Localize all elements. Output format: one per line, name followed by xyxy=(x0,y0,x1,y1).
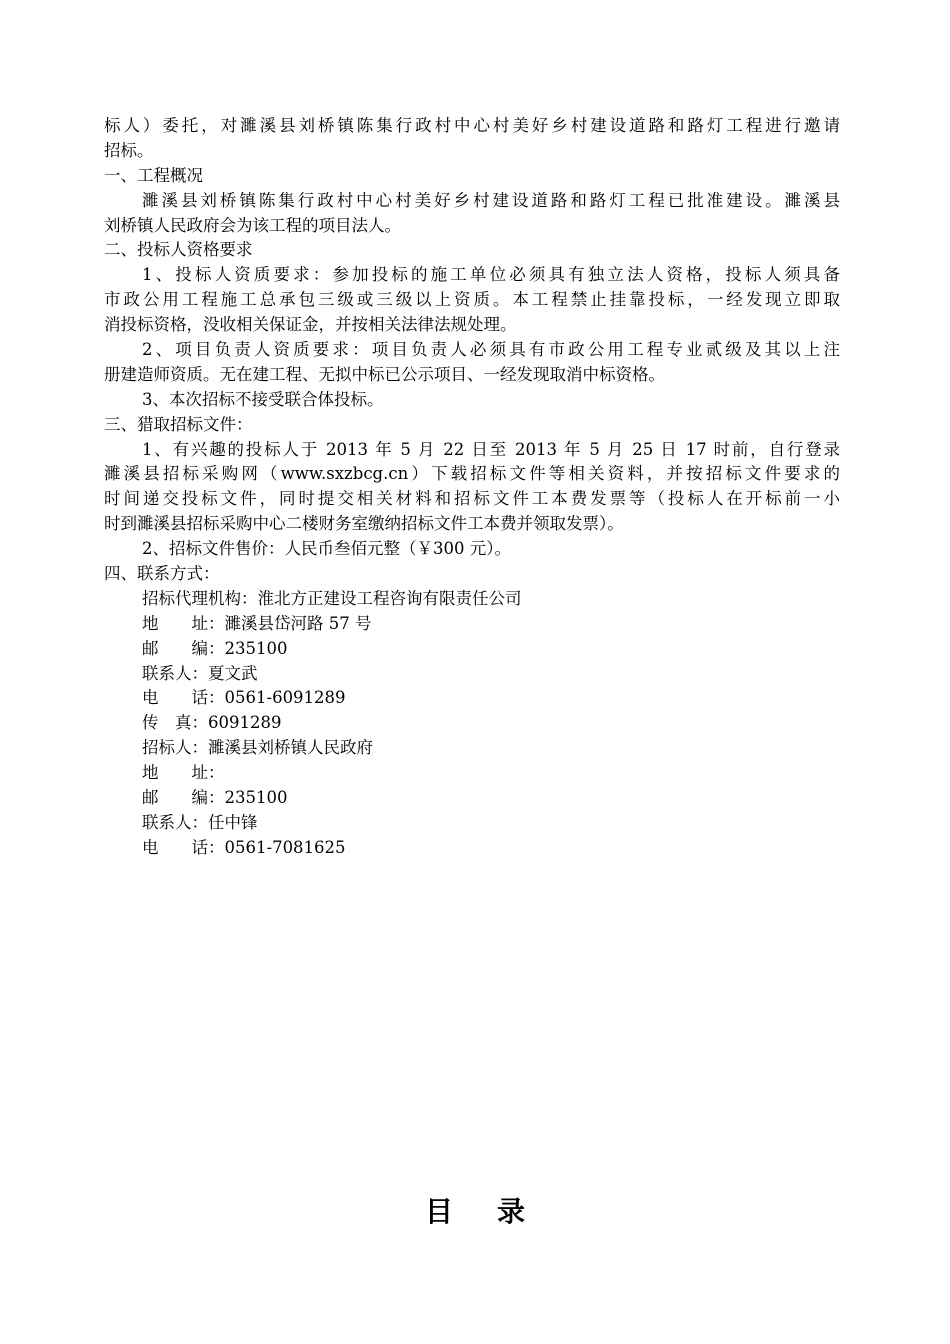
text-line: 二、投标人资格要求 xyxy=(104,240,253,260)
text-line: 濉溪县刘桥镇陈集行政村中心村美好乡村建设道路和路灯工程已批准建设。濉溪县 xyxy=(142,190,840,210)
text-line: 时间递交投标文件，同时提交相关材料和招标文件工本费发票等（投标人在开标前一小 xyxy=(104,489,840,509)
text-line: 地 址： xyxy=(142,763,225,783)
text-line: 招标代理机构：淮北方正建设工程咨询有限责任公司 xyxy=(142,588,522,608)
text-line: 2、招标文件售价：人民币叁佰元整（￥300 元）。 xyxy=(142,539,511,559)
text-line: 标人）委托，对濉溪县刘桥镇陈集行政村中心村美好乡村建设道路和路灯工程进行邀请 xyxy=(104,116,840,135)
table-of-contents-title: 目录 xyxy=(424,1195,569,1228)
text-line: 电 话：0561-7081625 xyxy=(142,837,346,857)
text-line: 招标。 xyxy=(104,140,154,160)
text-line: 四、联系方式： xyxy=(104,564,220,584)
text-line: 2、项目负责人资质要求：项目负责人必须具有市政公用工程专业贰级及其以上注 xyxy=(142,340,840,360)
text-line: 市政公用工程施工总承包三级或三级以上资质。本工程禁止挂靠投标，一经发现立即取 xyxy=(104,290,840,310)
text-line: 邮 编：235100 xyxy=(142,788,288,808)
text-line: 1、有兴趣的投标人于 2013 年 5 月 22 日至 2013 年 5 月 25 日 17 时前，自行登录 xyxy=(142,439,840,459)
text-line: 一、工程概况 xyxy=(104,165,203,185)
text-line: 1、投标人资质要求：参加投标的施工单位必须具有独立法人资格，投标人须具备 xyxy=(142,265,840,285)
text-line: 3、本次招标不接受联合体投标。 xyxy=(142,389,384,409)
document-body xyxy=(104,114,840,861)
text-line: 册建造师资质。无在建工程、无拟中标已公示项目、一经发现取消中标资格。 xyxy=(104,364,665,384)
text-line: 联系人：夏文武 xyxy=(142,663,258,683)
text-line: 传 真：6091289 xyxy=(142,713,282,733)
text-line: 招标人：濉溪县刘桥镇人民政府 xyxy=(142,738,373,758)
text-line: 三、猎取招标文件： xyxy=(104,414,253,434)
text-line: 时到濉溪县招标采购中心二楼财务室缴纳招标文件工本费并领取发票）。 xyxy=(104,514,624,534)
text-line: 濉溪县招标采购网（www.sxzbcg.cn）下载招标文件等相关资料，并按招标文件要求的 xyxy=(104,464,840,484)
text-line: 邮 编：235100 xyxy=(142,638,288,658)
text-line: 地 址：濉溪县岱河路 57 号 xyxy=(142,613,372,633)
text-line: 联系人：任中锋 xyxy=(142,812,258,832)
text-line: 电 话：0561-6091289 xyxy=(142,688,346,708)
text-line: 刘桥镇人民政府会为该工程的项目法人。 xyxy=(104,215,401,235)
text-line: 消投标资格，没收相关保证金，并按相关法律法规处理。 xyxy=(104,315,517,335)
